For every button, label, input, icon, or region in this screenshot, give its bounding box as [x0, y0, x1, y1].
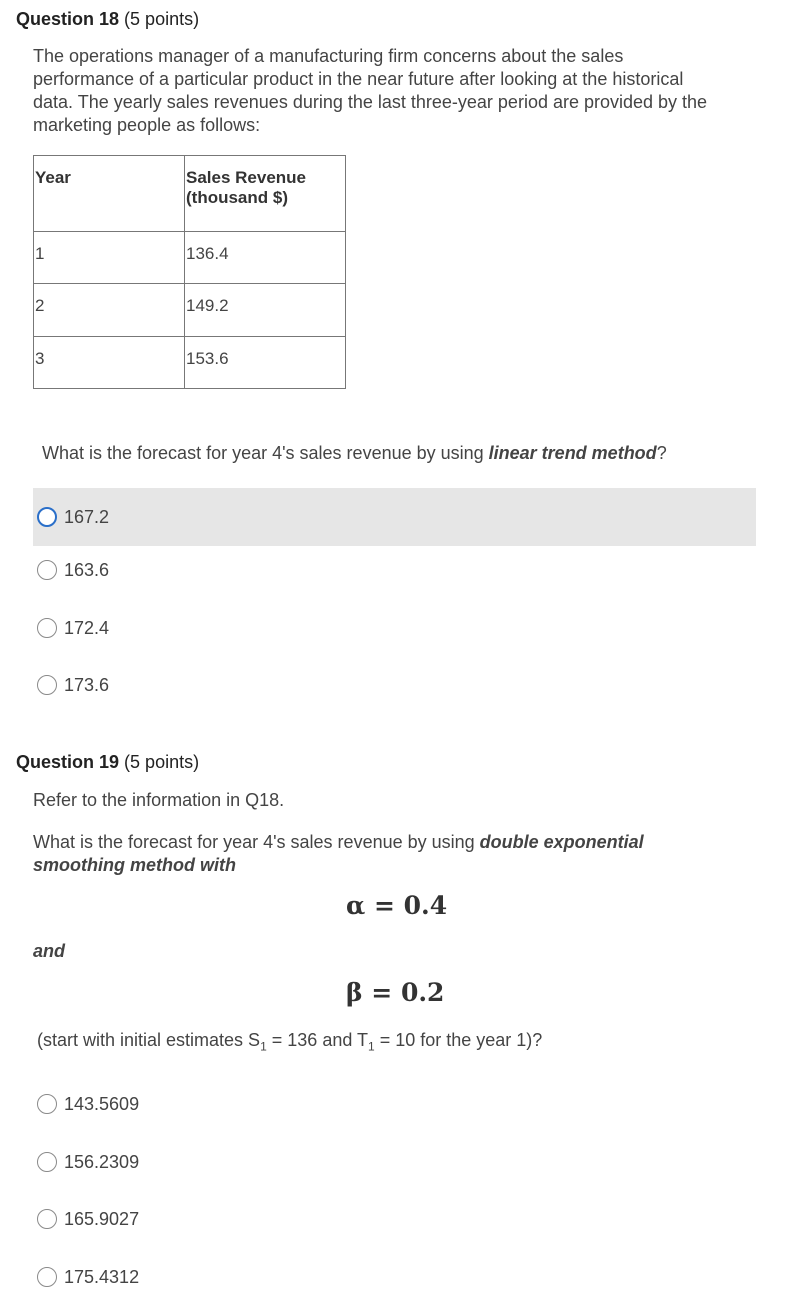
- question-19-prompt: [33, 831, 773, 877]
- option-label: 172.4: [64, 617, 110, 638]
- radio-button[interactable]: [37, 1094, 57, 1114]
- prompt-emphasis: double exponential: [479, 832, 644, 852]
- question-19-points: (5 points): [124, 752, 200, 772]
- question-19-title: [16, 752, 199, 773]
- initial-estimates-text: [37, 1029, 542, 1059]
- q19-option-3[interactable]: [33, 1191, 756, 1247]
- cell-revenue: 153.6: [185, 337, 346, 389]
- radio-button[interactable]: [37, 1267, 57, 1287]
- and-text: and: [33, 941, 66, 961]
- option-label: 156.2309: [64, 1151, 140, 1172]
- radio-button[interactable]: [37, 507, 57, 527]
- question-18-intro: [33, 45, 773, 137]
- intro-line: marketing people as follows:: [33, 115, 261, 135]
- question-18-label: Question 18: [16, 9, 120, 29]
- q18-option-2[interactable]: [33, 542, 756, 598]
- header-revenue: [185, 156, 346, 232]
- q18-option-1[interactable]: [33, 488, 756, 546]
- prompt-text: What is the forecast for year 4's sales revenue by using: [33, 832, 480, 852]
- q18-option-4[interactable]: [33, 657, 756, 713]
- cell-revenue: 149.2: [185, 284, 346, 337]
- header-revenue-line2: (thousand $): [186, 188, 288, 207]
- initial-suffix: = 10 for the year 1)?: [374, 1030, 543, 1050]
- q18-option-3[interactable]: [33, 600, 756, 656]
- cell-year: 2: [34, 284, 185, 337]
- option-label: 175.4312: [64, 1266, 140, 1287]
- option-label: 165.9027: [64, 1208, 140, 1229]
- prompt-emphasis-line2: smoothing method with: [33, 855, 236, 875]
- header-year: Year: [34, 156, 185, 232]
- intro-line: data. The yearly sales revenues during the last three-year period are provided by the: [33, 92, 708, 112]
- q19-option-2[interactable]: [33, 1134, 756, 1190]
- radio-button[interactable]: [37, 675, 57, 695]
- header-revenue-line1: Sales Revenue: [186, 168, 307, 187]
- radio-button[interactable]: [37, 1152, 57, 1172]
- prompt-emphasis: linear trend method: [488, 443, 657, 463]
- question-19-label: Question 19: [16, 752, 120, 772]
- table-row: [34, 284, 346, 337]
- t-subscript: 1: [368, 1039, 375, 1054]
- radio-button[interactable]: [37, 1209, 57, 1229]
- beta-equation: β = 0.2: [346, 978, 445, 1007]
- cell-year: 3: [34, 337, 185, 389]
- sales-table: [33, 155, 346, 389]
- intro-line: performance of a particular product in the near future after looking at the historical: [33, 69, 684, 89]
- prompt-text: What is the forecast for year 4's sales revenue by using: [42, 443, 489, 463]
- table-row: [34, 232, 346, 284]
- radio-button[interactable]: [37, 560, 57, 580]
- s-subscript: 1: [260, 1039, 267, 1054]
- q19-option-1[interactable]: [33, 1076, 756, 1132]
- table-header-row: [34, 156, 346, 232]
- question-18-title: [16, 9, 199, 30]
- q19-option-4[interactable]: [33, 1249, 756, 1305]
- initial-prefix: (start with initial estimates S: [37, 1030, 261, 1050]
- option-label: 173.6: [64, 674, 110, 695]
- option-label: 143.5609: [64, 1093, 140, 1114]
- alpha-equation: α = 0.4: [346, 891, 448, 920]
- initial-mid: = 136 and T: [266, 1030, 369, 1050]
- question-18-prompt: [42, 442, 667, 465]
- prompt-suffix: ?: [656, 443, 667, 463]
- intro-line: The operations manager of a manufacturing firm concerns about the sales: [33, 46, 624, 66]
- cell-revenue: 136.4: [185, 232, 346, 284]
- option-label: 167.2: [64, 506, 110, 527]
- option-label: 163.6: [64, 559, 110, 580]
- question-18-points: (5 points): [124, 9, 200, 29]
- cell-year: 1: [34, 232, 185, 284]
- table-row: [34, 337, 346, 389]
- q19-refer-text: Refer to the information in Q18.: [33, 790, 285, 810]
- radio-button[interactable]: [37, 618, 57, 638]
